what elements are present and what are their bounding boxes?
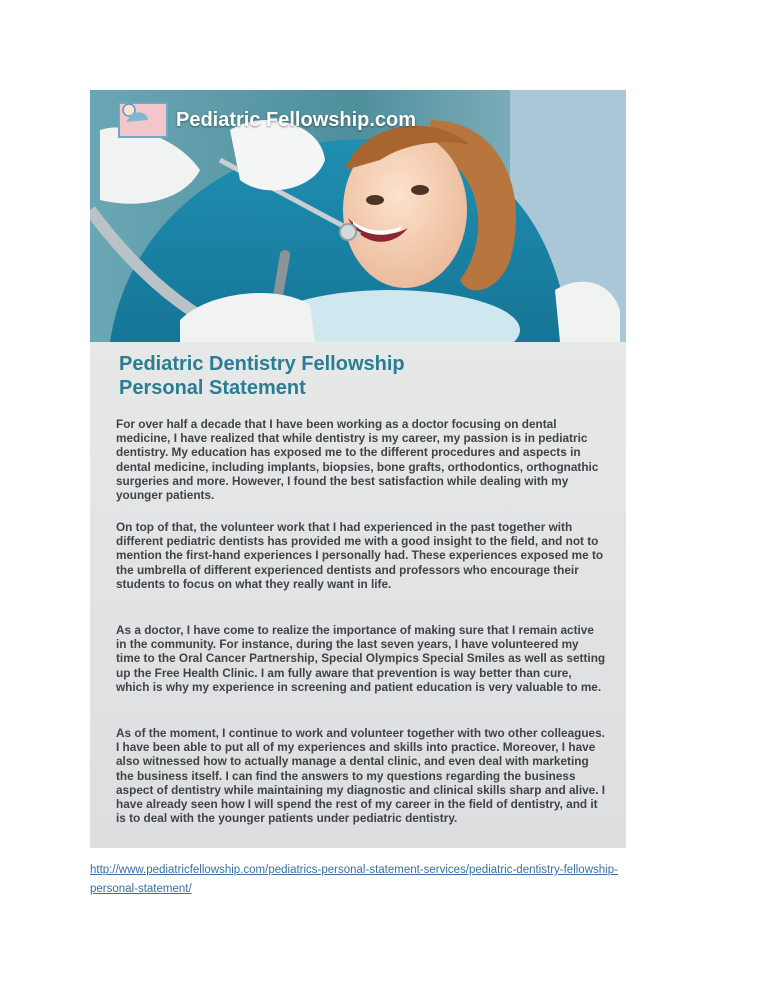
source-link[interactable]: http://www.pediatricfellowship.com/pediatrics-personal-statement-services/pediatric-dentistry-fellowship-personal-statement/ xyxy=(90,864,618,895)
brand-logo xyxy=(118,100,416,140)
logo-text: Pediatric Fellowship.com xyxy=(176,108,417,131)
paragraph-3: As a doctor, I have come to realize the importance of making sure that I remain active in the community. For instance, during the last seven years, I have volunteered my time to the Oral Cancer Partnership, Special Olympics Special Smiles as well as setting up the Free Health Clinic. I am fully aware that prevention is way better than cure, which is why my experience in screening and patient education is very valuable to me. xyxy=(116,623,606,694)
statement-title-line-2: Personal Statement xyxy=(119,377,306,399)
statement-content xyxy=(90,342,626,848)
paragraph-4: As of the moment, I continue to work and volunteer together with two other colleagues. I have been able to put all of my experiences and skills into practice. Moreover, I have also witnessed how to actually manage a dental clinic, and even deal with marketing the business itself. I can find the answers to my questions regarding the business aspect of dentistry while maintaining my diagnostic and clinical skills sharp and alive. I have already seen how I will spend the rest of my career in the field of dentistry, and it is to deal with the younger patients under pediatric dentistry. xyxy=(116,726,606,826)
statement-title-line-1: Pediatric Dentistry Fellowship xyxy=(119,353,405,375)
baby-icon xyxy=(118,102,168,138)
statement-graphic xyxy=(90,90,626,848)
statement-title xyxy=(119,352,539,400)
dental-photo xyxy=(90,90,626,342)
paragraph-1: For over half a decade that I have been working as a doctor focusing on dental medicine, I have realized that while dentistry is my career, my passion is in pediatric dentistry. My education has exposed me to the different procedures and aspects in dental medicine, including implants, biopsies, bone grafts, orthodontics, orthognathic surgeries and more. However, I found the best satisfaction while dealing with my younger patients. xyxy=(116,417,599,503)
paragraph-2: On top of that, the volunteer work that I had experienced in the past together with different pediatric dentists has provided me with a good insight to the field, and not to mention the first-hand experiences I personally had. These experiences exposed me to the umbrella of different experienced dentists and professors who encourage their students to focus on what they really want in life. xyxy=(116,520,604,591)
